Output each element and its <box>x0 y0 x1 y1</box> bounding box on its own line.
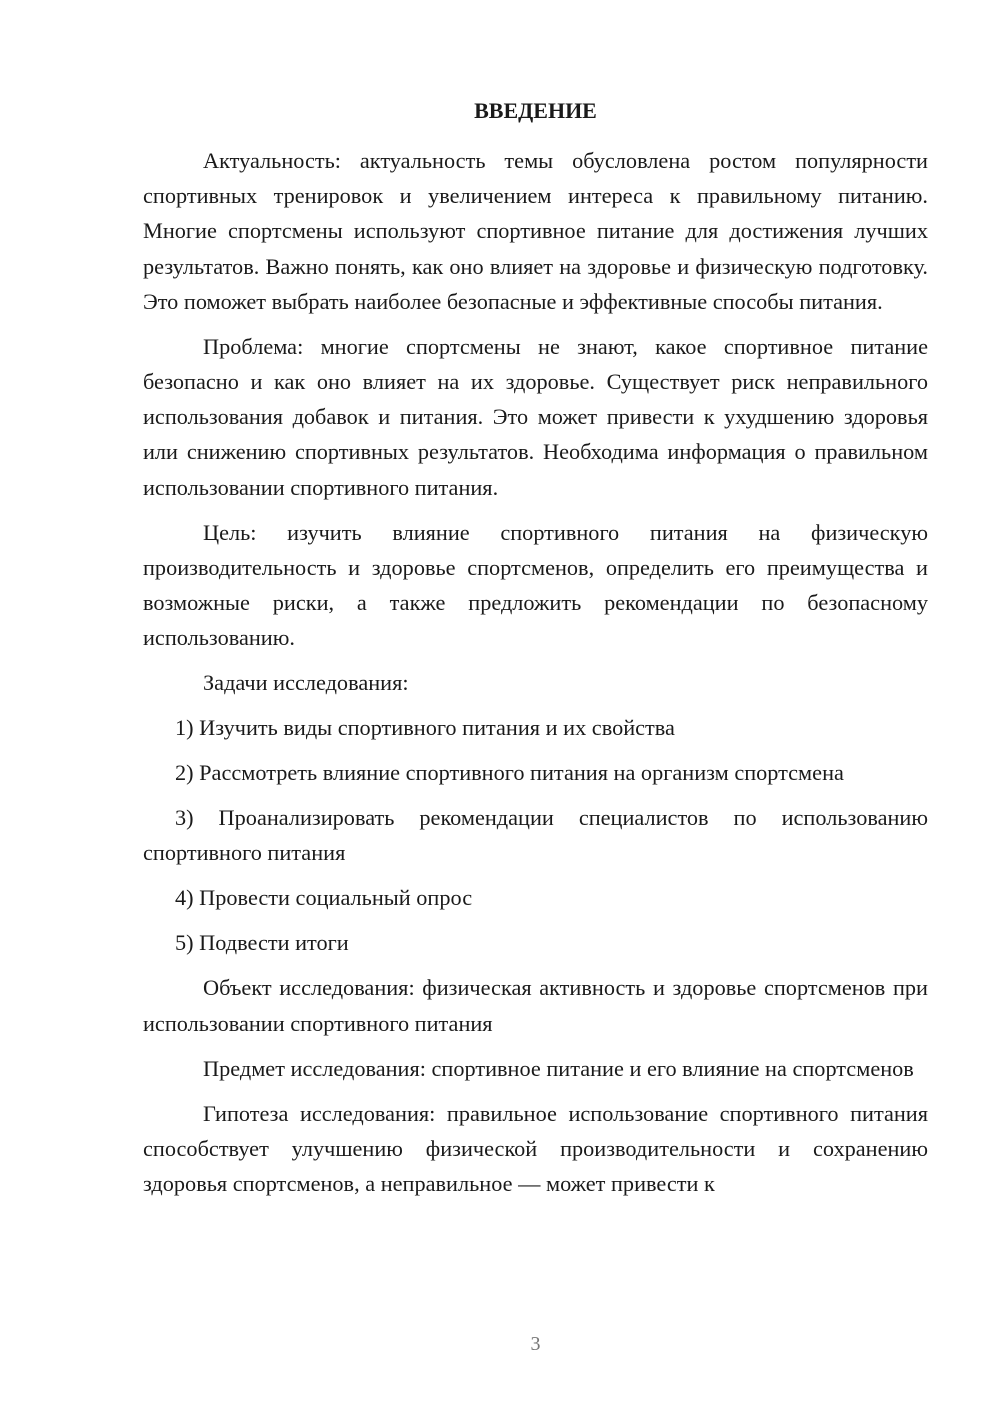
task-item: 3) Проанализировать рекомендации специалистов по использованию спортивного питания <box>143 805 928 866</box>
goal-paragraph: Цель: изучить влияние спортивного питания на физическую производительность и здоровье спортсменов, определить его преимущества и возможные риски, а также предложить рекомендации по безопасному использованию. <box>143 519 928 651</box>
task-item: 4) Провести социальный опрос <box>175 885 473 911</box>
relevance-paragraph: Актуальность: актуальность темы обусловлена ростом популярности спортивных тренировок и увеличением интереса к правильному питанию. Многие спортсмены используют спортивное питание для достижения лучших результатов. Важно понять, как оно влияет на здоровье и физическую подготовку. Это поможет выбрать наиболее безопасные и эффективные способы питания. <box>143 148 928 314</box>
subject-paragraph: Предмет исследования: спортивное питание и его влияние на спортсменов <box>203 1055 914 1081</box>
task-item: 1) Изучить виды спортивного питания и их свойства <box>175 715 675 741</box>
page-number: 3 <box>530 1333 541 1355</box>
task-item: 5) Подвести итоги <box>175 930 349 956</box>
problem-paragraph: Проблема: многие спортсмены не знают, какое спортивное питание безопасно и как оно влияет на их здоровье. Существует риск неправильного использования добавок и питания. Это может привести к ухудшению здоровья или снижению спортивных результатов. Необходима информация о правильном использовании спортивного питания. <box>143 333 928 500</box>
document-body <box>143 143 928 1211</box>
hypothesis-paragraph: Гипотеза исследования: правильное использование спортивного питания способствует улучшению физической производительности и сохранению здоровья спортсменов, а неправильное — может привести к <box>143 1100 928 1197</box>
document-page <box>143 0 928 1414</box>
section-title: ВВЕДЕНИЕ <box>474 98 597 123</box>
task-item: 2) Рассмотреть влияние спортивного питания на организм спортсмена <box>175 760 844 786</box>
object-paragraph: Объект исследования: физическая активность и здоровье спортсменов при использовании спортивного питания <box>143 975 928 1036</box>
tasks-heading: Задачи исследования: <box>203 670 409 696</box>
